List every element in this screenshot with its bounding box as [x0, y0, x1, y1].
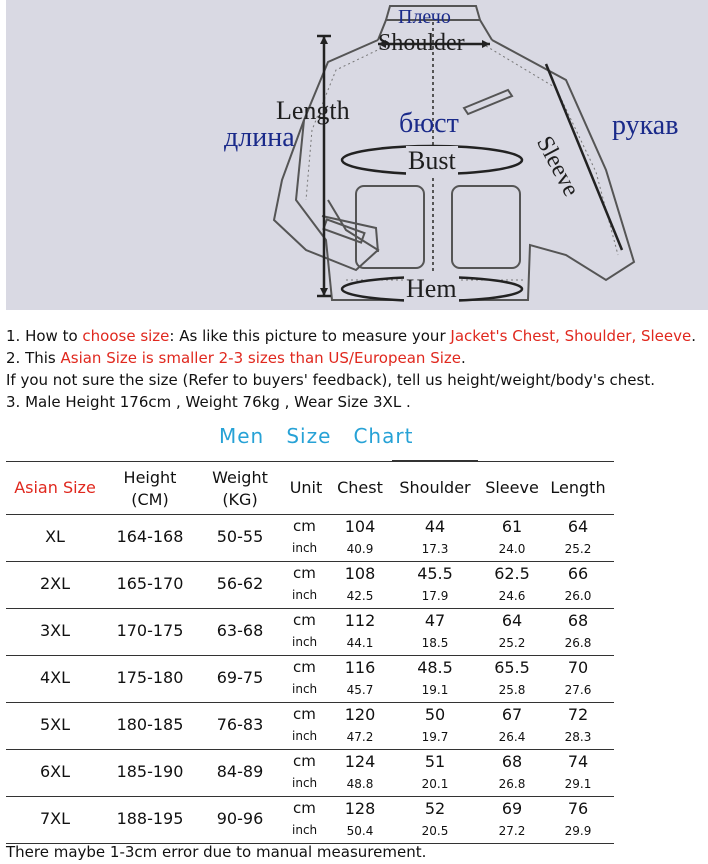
inch-value: 45.7	[346, 683, 374, 697]
weight-cell: 63-68	[216, 621, 264, 640]
label-byust: бюст	[399, 108, 459, 139]
size-cell: 3XL	[39, 621, 71, 640]
cm-value: 68	[501, 752, 523, 771]
size-cell: 4XL	[39, 668, 71, 687]
unit-cm-label: cm	[293, 564, 316, 582]
inch-value: 26.4	[498, 730, 526, 744]
jacket-illustration	[6, 0, 708, 310]
inch-value: 50.4	[346, 824, 374, 838]
cm-value: 76	[567, 799, 589, 818]
size-cell: 7XL	[39, 809, 71, 828]
inch-value: 42.5	[346, 589, 374, 603]
inch-value: 27.2	[498, 824, 526, 838]
jacket-measurement-diagram	[6, 0, 708, 310]
inch-value: 48.8	[346, 777, 374, 791]
note-line-1: 1. How to choose size: As like this picture to measure your Jacket's Chest, Shoulder, Sleeve.	[6, 327, 697, 345]
header-bottom-line	[6, 514, 614, 515]
unit-cm-label: cm	[293, 752, 316, 770]
label-bust: Bust	[408, 146, 456, 175]
cm-value: 52	[424, 799, 446, 818]
cm-value: 128	[344, 799, 376, 818]
cm-value: 116	[344, 658, 376, 677]
inch-value: 26.0	[564, 589, 592, 603]
cm-value: 45.5	[417, 564, 453, 583]
inch-value: 17.9	[421, 589, 449, 603]
inch-value: 44.1	[346, 636, 374, 650]
inch-value: 28.3	[564, 730, 592, 744]
cm-value: 48.5	[417, 658, 453, 677]
cm-value: 51	[424, 752, 446, 771]
inch-value: 17.3	[421, 542, 449, 556]
cm-value: 47	[424, 611, 446, 630]
inch-value: 20.5	[421, 824, 449, 838]
cm-value: 70	[567, 658, 589, 677]
unit-cm-label: cm	[293, 658, 316, 676]
height-cell: 165-170	[116, 574, 184, 593]
cm-value: 66	[567, 564, 589, 583]
label-length: Length	[276, 96, 350, 125]
cm-value: 50	[424, 705, 446, 724]
cm-value: 68	[567, 611, 589, 630]
row-divider	[6, 796, 614, 797]
inch-value: 18.5	[421, 636, 449, 650]
label-shoulder: Shoulder	[378, 30, 465, 56]
inch-value: 47.2	[346, 730, 374, 744]
size-cell: XL	[45, 527, 65, 546]
cm-value: 72	[567, 705, 589, 724]
inch-value: 24.0	[498, 542, 526, 556]
unit-cm-label: cm	[293, 705, 316, 723]
header-height: Height (CM)	[123, 468, 177, 509]
unit-inch-label: inch	[292, 729, 318, 743]
height-cell: 170-175	[116, 621, 184, 640]
cm-value: 64	[501, 611, 523, 630]
height-cell: 164-168	[116, 527, 184, 546]
table-top-line	[6, 461, 614, 462]
unit-inch-label: inch	[292, 635, 318, 649]
header-shoulder: Shoulder	[399, 478, 471, 497]
inch-value: 26.8	[564, 636, 592, 650]
weight-cell: 69-75	[216, 668, 264, 687]
row-divider	[6, 608, 614, 609]
inch-value: 29.1	[564, 777, 592, 791]
height-cell: 175-180	[116, 668, 184, 687]
unit-cm-label: cm	[293, 611, 316, 629]
weight-cell: 76-83	[216, 715, 264, 734]
size-notes	[6, 325, 696, 413]
header-chest: Chest	[337, 478, 383, 497]
cm-value: 112	[344, 611, 376, 630]
cm-value: 124	[344, 752, 376, 771]
row-divider	[6, 749, 614, 750]
cm-value: 120	[344, 705, 376, 724]
unit-inch-label: inch	[292, 682, 318, 696]
cm-value: 44	[424, 517, 446, 536]
row-divider	[6, 655, 614, 656]
unit-inch-label: inch	[292, 776, 318, 790]
height-cell: 185-190	[116, 762, 184, 781]
weight-cell: 56-62	[216, 574, 264, 593]
size-cell: 5XL	[39, 715, 71, 734]
inch-value: 24.6	[498, 589, 526, 603]
row-divider	[6, 702, 614, 703]
header-length: Length	[550, 478, 606, 497]
height-cell: 188-195	[116, 809, 184, 828]
weight-cell: 90-96	[216, 809, 264, 828]
header-asian-size: Asian Size	[14, 478, 96, 497]
cm-value: 67	[501, 705, 523, 724]
unit-inch-label: inch	[292, 541, 318, 555]
cm-value: 61	[501, 517, 523, 536]
row-divider	[6, 561, 614, 562]
note-line-2: 2. This Asian Size is smaller 2-3 sizes than US/European Size.	[6, 349, 466, 367]
unit-inch-label: inch	[292, 823, 318, 837]
weight-cell: 50-55	[216, 527, 264, 546]
measurement-error-note: There maybe 1-3cm error due to manual measurement.	[6, 843, 427, 861]
header-weight: Weight (KG)	[212, 468, 268, 509]
note-line-4: 3. Male Height 176cm , Weight 76kg , Wear Size 3XL .	[6, 393, 411, 411]
cm-value: 64	[567, 517, 589, 536]
weight-cell: 84-89	[216, 762, 264, 781]
size-chart-title: Men Size Chart	[219, 424, 414, 448]
inch-value: 40.9	[346, 542, 374, 556]
inch-value: 19.7	[421, 730, 449, 744]
header-sleeve: Sleeve	[485, 478, 539, 497]
cm-value: 108	[344, 564, 376, 583]
label-plecho: Плечо	[398, 6, 451, 28]
unit-inch-label: inch	[292, 588, 318, 602]
inch-value: 25.2	[498, 636, 526, 650]
inch-value: 20.1	[421, 777, 449, 791]
unit-cm-label: cm	[293, 799, 316, 817]
size-cell: 2XL	[39, 574, 71, 593]
label-dlina: длина	[224, 122, 295, 153]
size-cell: 6XL	[39, 762, 71, 781]
inch-value: 26.8	[498, 777, 526, 791]
inch-value: 27.6	[564, 683, 592, 697]
cm-value: 104	[344, 517, 376, 536]
label-hem: Hem	[406, 274, 457, 303]
cm-value: 65.5	[494, 658, 530, 677]
label-sleeve: Sleeve	[531, 132, 585, 201]
inch-value: 25.2	[564, 542, 592, 556]
cm-value: 74	[567, 752, 589, 771]
height-cell: 180-185	[116, 715, 184, 734]
unit-cm-label: cm	[293, 517, 316, 535]
header-unit: Unit	[289, 478, 323, 497]
cm-value: 69	[501, 799, 523, 818]
note-line-3: If you not sure the size (Refer to buyers' feedback), tell us height/weight/body's chest.	[6, 371, 655, 389]
inch-value: 25.8	[498, 683, 526, 697]
label-rukav: рукав	[612, 110, 679, 141]
inch-value: 29.9	[564, 824, 592, 838]
cm-value: 62.5	[494, 564, 530, 583]
inch-value: 19.1	[421, 683, 449, 697]
